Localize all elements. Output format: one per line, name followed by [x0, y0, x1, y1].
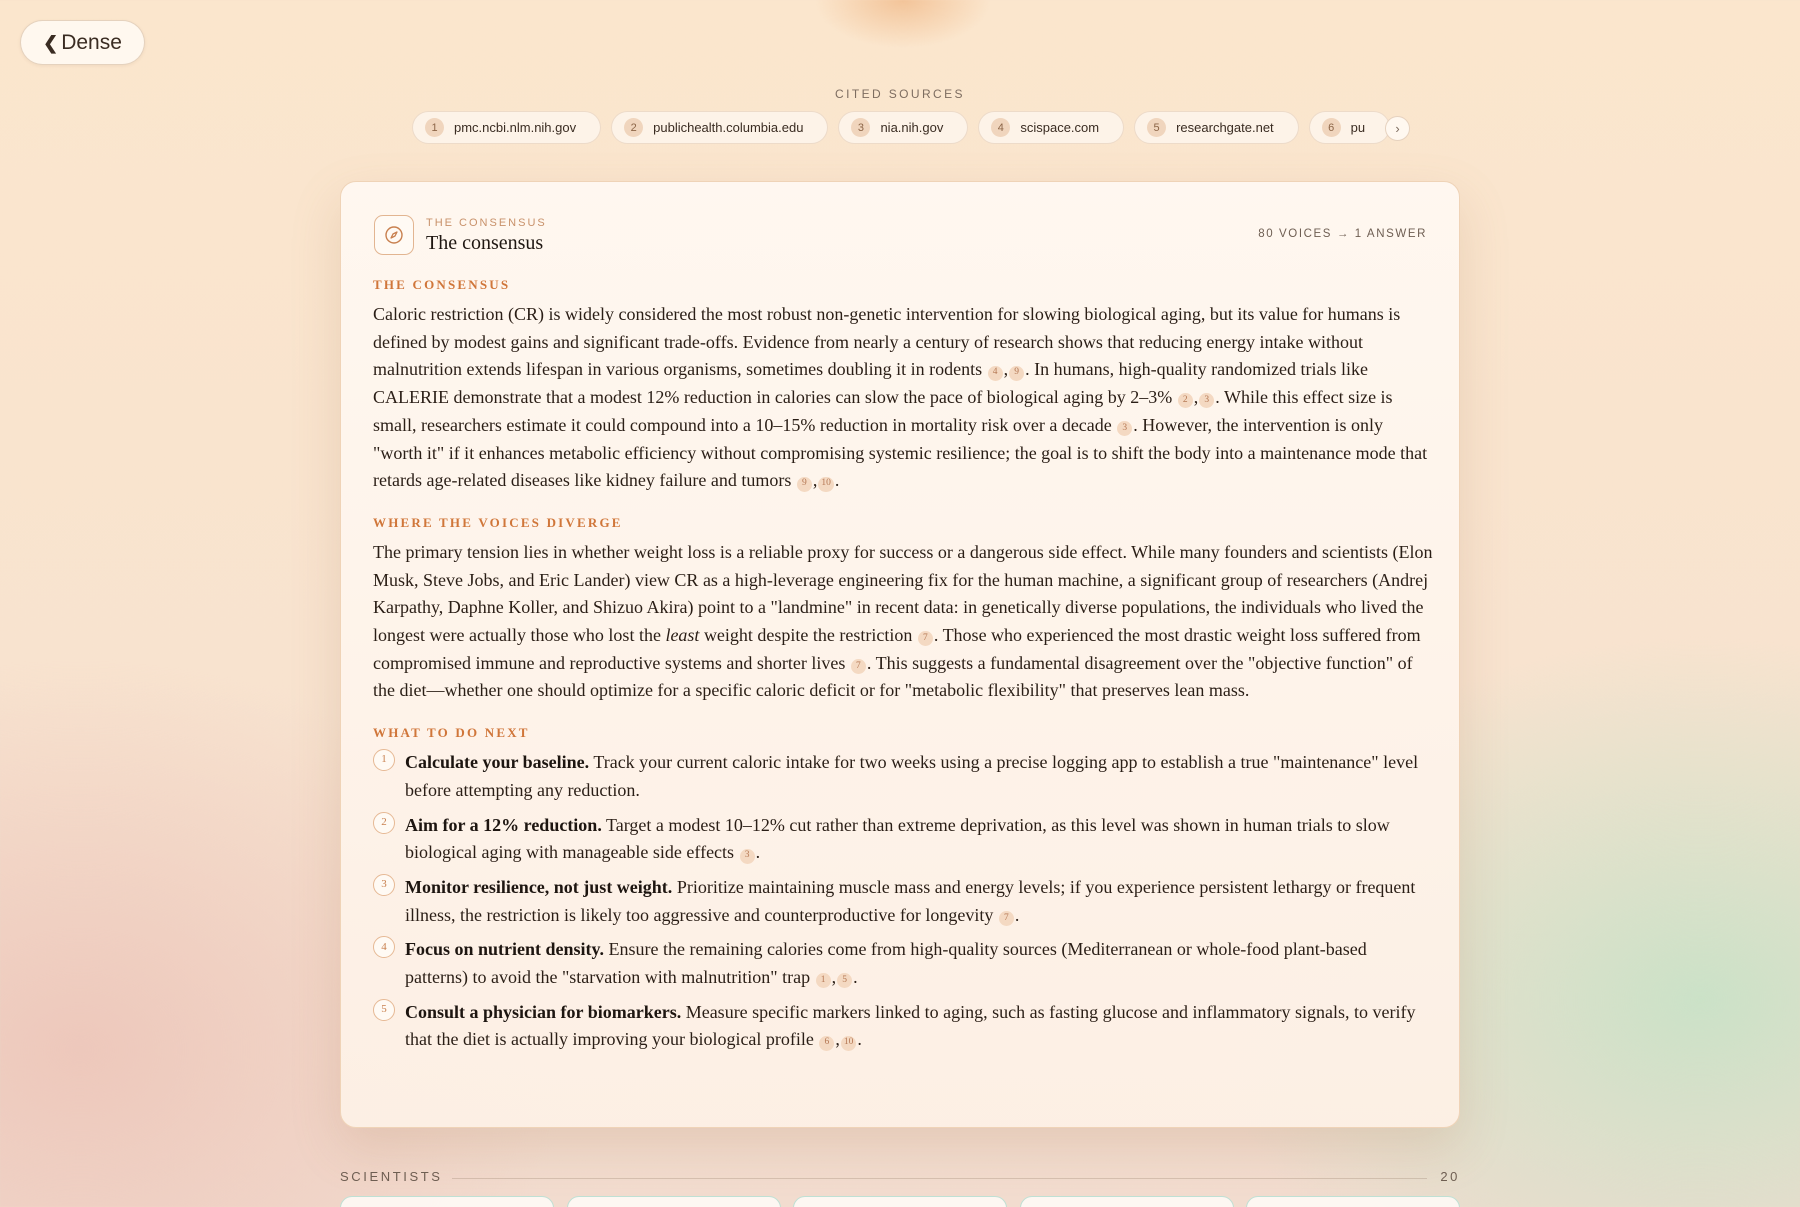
section-heading: WHAT TO DO NEXT: [373, 725, 530, 741]
source-chip[interactable]: [1309, 111, 1390, 144]
next-step-item: [373, 749, 1433, 804]
diverge-paragraph: [373, 539, 1433, 705]
citation-badge[interactable]: 5: [837, 973, 852, 988]
step-end: .: [755, 842, 761, 863]
source-number: 6: [1322, 118, 1341, 137]
citation-badge[interactable]: 7: [999, 911, 1014, 926]
citation-badge[interactable]: 9: [1009, 366, 1024, 381]
consensus-card: [340, 181, 1460, 1128]
diverge-section: [373, 515, 1433, 705]
section-heading: THE CONSENSUS: [373, 277, 511, 292]
card-title: The consensus: [426, 232, 544, 254]
step-number: 5: [373, 999, 395, 1021]
section-heading: WHERE THE VOICES DIVERGE: [373, 514, 623, 530]
source-number: 4: [991, 118, 1010, 137]
source-chip[interactable]: [1134, 111, 1299, 144]
citation-badge[interactable]: 3: [1117, 421, 1132, 436]
next-steps-section: [373, 725, 1433, 1054]
source-domain: pmc.ncbi.nlm.nih.gov: [454, 120, 577, 135]
scientists-label: SCIENTISTS: [340, 1169, 443, 1184]
chevron-left-icon: ❮: [43, 32, 59, 53]
step-text: Measure specific markers linked to aging, such as fasting glucose and inflammatory signals, to verify that the diet is actually improving your biological profile: [405, 1001, 1416, 1050]
paragraph-text: . In humans, high-quality randomized trials like CALERIE demonstrate that a modest 12% reduction in calories can slow the pace of biological aging by 2–3%: [373, 359, 1369, 408]
next-step-item: 5 Consult a physician for biomarkers. Measure specific markers linked to aging, such as fasting glucose and inflammatory signals, to verify that the diet is actually improving your biological profile 6 , 10 .: [373, 999, 1433, 1054]
source-number: 5: [1147, 118, 1166, 137]
scientist-card[interactable]: [1246, 1196, 1460, 1207]
step-text: Target a modest 10–12% cut rather than extreme deprivation, as this level was shown in human trials to slow biological aging with manageable side effects: [405, 814, 1390, 863]
step-title: Monitor resilience, not just weight.: [405, 876, 673, 897]
paragraph-text: . While this effect size is small, researchers estimate it could compound into a 10–15% reduction in mortality risk over a decade: [373, 387, 1393, 435]
next-step-item: 4 Focus on nutrient density. Ensure the remaining calories come from high-quality sources (Mediterranean or whole-food plant-based patterns) to avoid the "starvation with malnutrition" trap 1 , 5 .: [373, 936, 1433, 991]
source-domain: scispace.com: [1020, 120, 1100, 135]
source-chip[interactable]: [611, 111, 828, 144]
paragraph-text: .: [834, 470, 840, 491]
citation-badge[interactable]: 10: [841, 1036, 857, 1051]
emphasis-text: least: [665, 625, 700, 646]
citation-badge[interactable]: 3: [1199, 393, 1214, 408]
source-number: 2: [624, 118, 643, 137]
step-end: .: [1014, 904, 1020, 925]
source-domain: pu: [1350, 120, 1366, 135]
paragraph-text: . However, the intervention is only "worth it" if it enhances metabolic efficiency without compromising systemic resilience; the goal is to shift the body into a maintenance mode that retards age-related diseases like kidney failure and tumors: [373, 414, 1428, 491]
step-end: .: [853, 967, 858, 988]
step-number: 4: [373, 936, 395, 958]
step-text: Prioritize maintaining muscle mass and energy levels; if you experience persistent lethargy or frequent illness, the restriction is likely too aggressive and counterproductive for longevity: [405, 876, 1416, 925]
scientists-count: 20: [1440, 1169, 1460, 1184]
source-domain: researchgate.net: [1176, 120, 1274, 135]
source-domain: publichealth.columbia.edu: [653, 120, 804, 135]
next-steps-list: [373, 749, 1433, 1054]
paragraph-text: . This suggests a fundamental disagreement over the "objective function" of the diet—whether one should optimize for a specific caloric deficit or for "metabolic flexibility" that preserves lean mass.: [373, 652, 1413, 701]
citation-badge[interactable]: 7: [918, 631, 933, 646]
citation-badge[interactable]: 9: [797, 477, 812, 492]
chevron-right-icon[interactable]: ›: [1385, 116, 1410, 141]
step-number: 1: [373, 749, 395, 771]
source-number: 1: [425, 118, 444, 137]
consensus-paragraph: Caloric restriction (CR) is widely considered the most robust non-genetic intervention for slowing biological aging, but its value for humans is defined by modest gains and significant trade-offs. Evidence from nearly a century of research shows that reducing energy intake without malnutrition extends lifespan in various organisms, sometimes doubling it in rodents 4 , 9 . In humans, high-quality randomized trials like CALERIE demonstrate that a modest 12% reduction in calories can slow the pace of biological aging by 2–3% 2 , 3 . While this effect size is small, researchers estimate it could compound into a 10–15% reduction in mortality risk over a decade 3 . However, the intervention is only "worth it" if it enhances metabolic efficiency without compromising systemic resilience; the goal is to shift the body into a maintenance mode that retards age-related diseases like kidney failure and tumors 9 , 10 .: [373, 304, 1428, 491]
paragraph-text: weight despite the restriction: [699, 625, 917, 646]
paragraph-text: . Those who experienced the most drastic weight loss suffered from compromised immune and reproductive systems and shorter lives: [373, 625, 1421, 673]
citation-badge[interactable]: 7: [851, 659, 866, 674]
citation-badge[interactable]: 6: [819, 1036, 834, 1051]
step-title: Aim for a 12% reduction.: [405, 814, 602, 835]
card-eyebrow: THE CONSENSUS: [426, 217, 547, 229]
scientist-card[interactable]: [793, 1196, 1007, 1207]
step-text: Ensure the remaining calories come from high-quality sources (Mediterranean or whole-food plant-based patterns) to avoid the "starvation with malnutrition" trap: [405, 939, 1367, 988]
next-step-item: [373, 812, 1433, 867]
citation-badge[interactable]: 10: [818, 477, 834, 492]
step-number: 3: [373, 874, 395, 896]
source-chip[interactable]: [978, 111, 1124, 144]
source-chip[interactable]: [838, 111, 968, 144]
consensus-section: [373, 277, 1433, 495]
scientist-card[interactable]: [1020, 1196, 1234, 1207]
source-number: 3: [851, 118, 870, 137]
step-title: Focus on nutrient density.: [405, 939, 605, 960]
citation-badge[interactable]: 2: [1178, 393, 1193, 408]
step-text: Track your current caloric intake for two weeks using a precise logging app to establish a true "maintenance" level before attempting any reduction.: [405, 752, 1419, 800]
back-button-label: Dense: [61, 30, 122, 54]
compass-icon: [374, 215, 414, 255]
voices-summary: 80 VOICES → 1 ANSWER: [1258, 228, 1427, 240]
next-step-item: [373, 874, 1433, 929]
source-chip[interactable]: [412, 111, 601, 144]
card-content: [373, 277, 1433, 1054]
divider: [452, 1178, 1427, 1179]
back-button[interactable]: [20, 20, 145, 65]
citation-badge[interactable]: 4: [988, 366, 1003, 381]
source-domain: nia.nih.gov: [880, 120, 944, 135]
paragraph-text: Caloric restriction (CR) is widely considered the most robust non-genetic intervention for slowing biological aging, but its value for humans is defined by modest gains and significant trade-offs. Evidence from nearly a century of research shows that reducing energy intake without malnutrition extends lifespan in various organisms, sometimes doubling it in rodents: [373, 304, 1401, 380]
scientist-card[interactable]: [340, 1196, 554, 1207]
step-title: Calculate your baseline.: [405, 752, 590, 773]
cited-sources-label: CITED SOURCES: [835, 87, 965, 101]
citation-badge[interactable]: 3: [740, 849, 755, 864]
citation-badge[interactable]: 1: [816, 973, 831, 988]
scientist-card[interactable]: [567, 1196, 781, 1207]
cited-sources-strip: [412, 111, 1412, 145]
step-number: 2: [373, 812, 395, 834]
paragraph-text: The primary tension lies in whether weight loss is a reliable proxy for success or a dangerous side effect. While many founders and scientists (Elon Musk, Steve Jobs, and Eric Lander) view CR as a high-leverage engineering fix for the human machine, a significant group of researchers (Andrej Karpathy, Daphne Koller, and Shizuo Akira) point to a "landmine" in recent data: in genetically diverse populations, the individuals who lived the longest were actually those who lost the: [373, 541, 1433, 646]
step-title: Consult a physician for biomarkers.: [405, 1001, 682, 1022]
step-end: .: [857, 1029, 862, 1050]
